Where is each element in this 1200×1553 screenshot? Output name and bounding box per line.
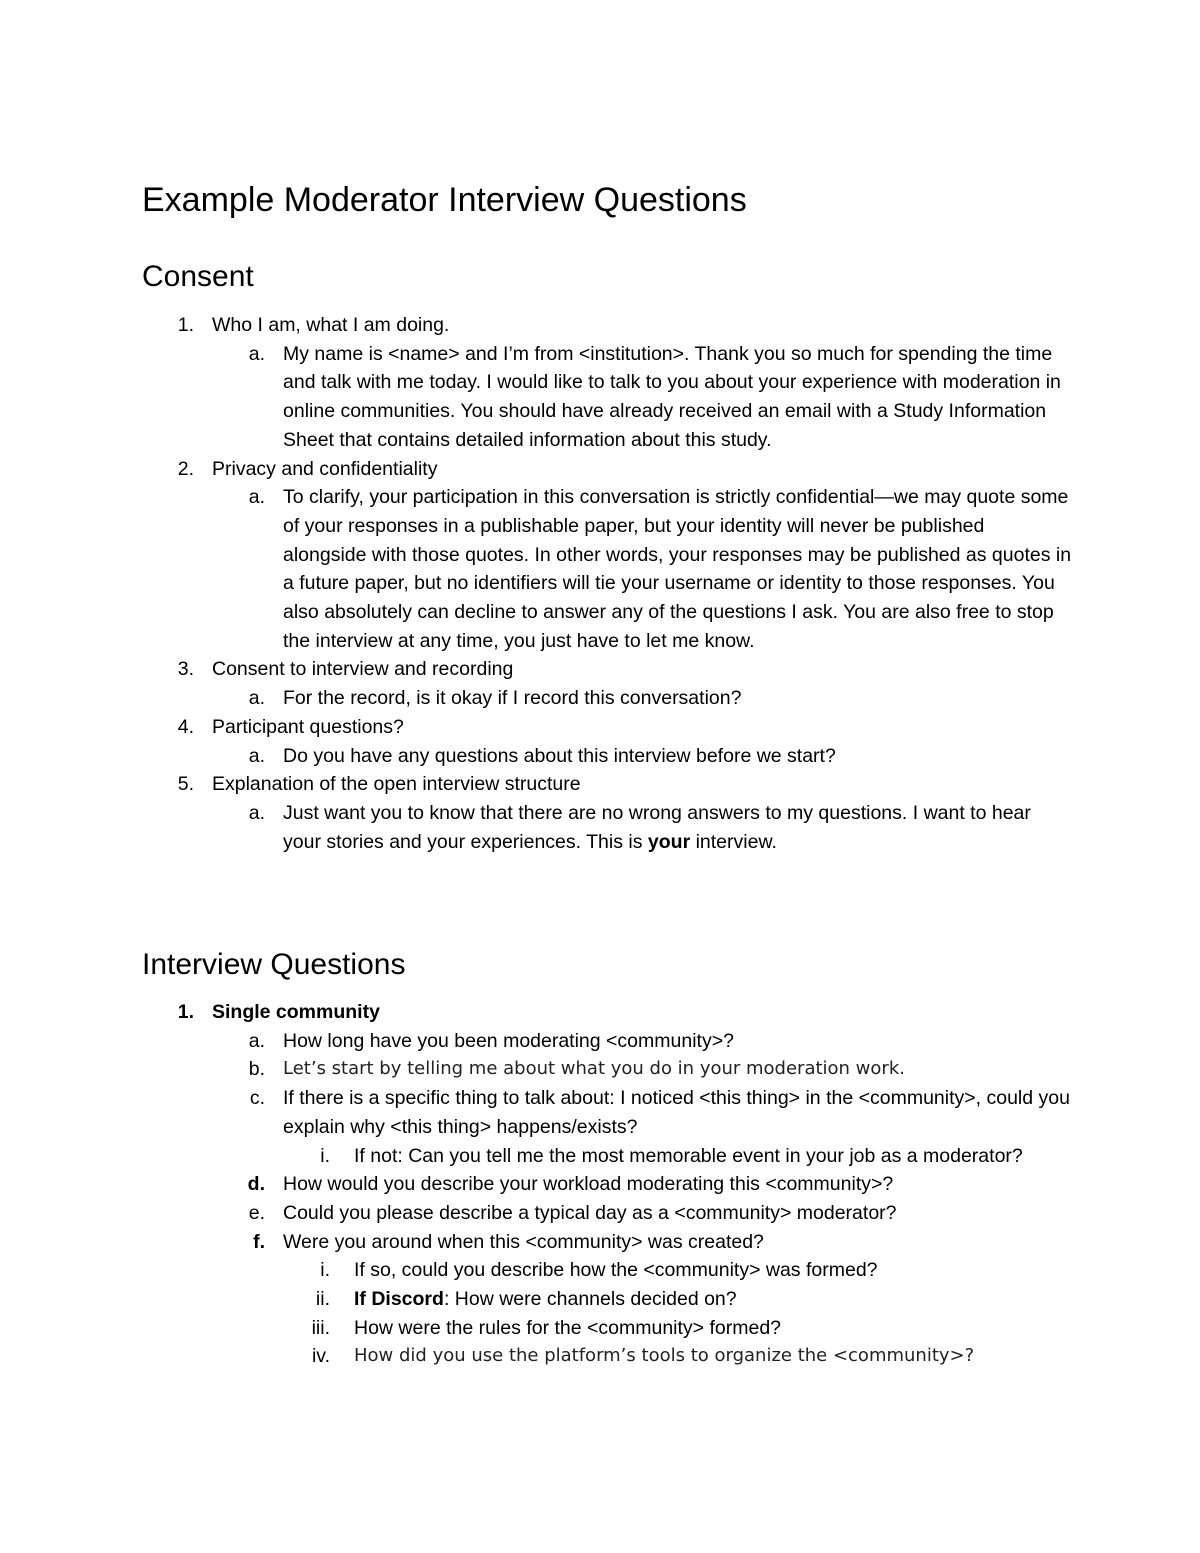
roman-numeral: i.: [320, 1144, 330, 1167]
roman-numeral: iv.: [311, 1345, 330, 1368]
sub-item-letter: d.: [247, 1173, 265, 1196]
interview-list: [0, 998, 1200, 1371]
list-item: [0, 455, 1200, 484]
item-number: 1.: [177, 314, 194, 336]
item-number: 5.: [177, 773, 194, 796]
sub-item-text: [283, 799, 1073, 856]
sub-item-letter: b.: [248, 1058, 265, 1081]
text-run: interview.: [690, 830, 777, 853]
list-item: [0, 713, 1200, 742]
document-title: Example Moderator Interview Questions: [142, 181, 747, 219]
list-item: [0, 998, 1200, 1027]
sub-item: [0, 340, 1200, 455]
sub-item-text: How long have you been moderating <community>?: [283, 1029, 734, 1052]
item-text: Who I am, what I am doing.: [212, 314, 450, 336]
item-number: 4.: [177, 715, 194, 738]
sub-item-letter: a.: [248, 744, 265, 767]
item-text: Explanation of the open interview structure: [212, 773, 581, 796]
consent-heading: Consent: [142, 260, 254, 293]
sub-item: [0, 1084, 1200, 1141]
roman-numeral: iii.: [311, 1316, 330, 1339]
sub-item: [0, 483, 1200, 655]
sub-sub-item-text: How did you use the platform’s tools to organize the <community>?: [354, 1345, 975, 1367]
sub-sub-item: [0, 1342, 1200, 1371]
sub-sub-item-text: [354, 1285, 1054, 1314]
sub-sub-item: [0, 1285, 1200, 1314]
list-item: [0, 655, 1200, 684]
sub-item-text: Were you around when this <community> was created?: [283, 1230, 764, 1253]
item-text: Participant questions?: [212, 715, 404, 738]
interview-questions-heading: Interview Questions: [142, 948, 406, 981]
roman-numeral: i.: [320, 1259, 330, 1282]
item-number: 2.: [177, 457, 194, 480]
item-text: Consent to interview and recording: [212, 658, 514, 681]
emphasis-text: If Discord: [354, 1288, 444, 1311]
list-item: [0, 311, 1200, 340]
list-item: [0, 770, 1200, 799]
sub-item: [0, 1170, 1200, 1199]
sub-item-text: Do you have any questions about this interview before we start?: [283, 744, 836, 767]
text-run: : How were channels decided on?: [443, 1288, 737, 1311]
sub-sub-item: [0, 1314, 1200, 1343]
sub-item-text: My name is <name> and I’m from <institution>. Thank you so much for spending the time and talk with me today. I would like to talk to you about your experience with moderation in online communities. You should have already received an email with a Study Information Sheet that contains detailed information about this study.: [283, 342, 1061, 451]
roman-numeral: ii.: [315, 1288, 330, 1311]
sub-item: [0, 1055, 1200, 1084]
consent-list: [0, 311, 1200, 856]
sub-sub-item-text: How were the rules for the <community> formed?: [354, 1316, 782, 1339]
sub-item-letter: c.: [249, 1087, 265, 1110]
sub-item-letter: a.: [248, 342, 265, 365]
sub-item-letter: a.: [248, 486, 265, 509]
sub-sub-item-text: If not: Can you tell me the most memorable event in your job as a moderator?: [354, 1144, 1023, 1167]
item-number: 1.: [177, 1001, 194, 1023]
sub-item: [0, 1199, 1200, 1228]
sub-item: [0, 742, 1200, 771]
sub-sub-item-text: If so, could you describe how the <community> was formed?: [354, 1259, 878, 1282]
sub-item-letter: a.: [248, 801, 265, 824]
sub-item-text: If there is a specific thing to talk about: I noticed <this thing> in the <community>, could you explain why <this thing> happens/exists?: [283, 1087, 1070, 1138]
sub-item: [0, 1027, 1200, 1056]
sub-item: [0, 684, 1200, 713]
sub-item-text: How would you describe your workload moderating this <community>?: [283, 1173, 894, 1196]
text-run: Just want you to know that there are no wrong answers to my questions. I want to hear your stories and your experiences. This is: [283, 801, 1031, 853]
sub-sub-item: [0, 1256, 1200, 1285]
sub-item: [0, 799, 1200, 856]
sub-item-text: Could you please describe a typical day as a <community> moderator?: [283, 1201, 897, 1224]
sub-item-letter: e.: [248, 1201, 265, 1224]
item-text: Single community: [212, 1001, 380, 1023]
emphasis-text: your: [647, 830, 691, 853]
sub-sub-item: [0, 1142, 1200, 1171]
sub-item-letter: a.: [248, 687, 265, 710]
item-number: 3.: [177, 658, 194, 681]
sub-item: [0, 1228, 1200, 1257]
sub-item-text: For the record, is it okay if I record this conversation?: [283, 687, 742, 710]
item-text: Privacy and confidentiality: [212, 457, 438, 480]
sub-item-letter: f.: [253, 1230, 265, 1253]
sub-item-text: Let’s start by telling me about what you do in your moderation work.: [283, 1058, 905, 1080]
sub-item-text: To clarify, your participation in this conversation is strictly confidential—we may quote some of your responses in a publishable paper, but your identity will never be published alongside with those quotes. In other words, your responses may be published as quotes in a future paper, but no identifiers will tie your username or identity to those responses. You also absolutely can decline to answer any of the questions I ask. You are also free to stop the interview at any time, you just have to let me know.: [283, 486, 1072, 652]
sub-item-letter: a.: [248, 1029, 265, 1052]
